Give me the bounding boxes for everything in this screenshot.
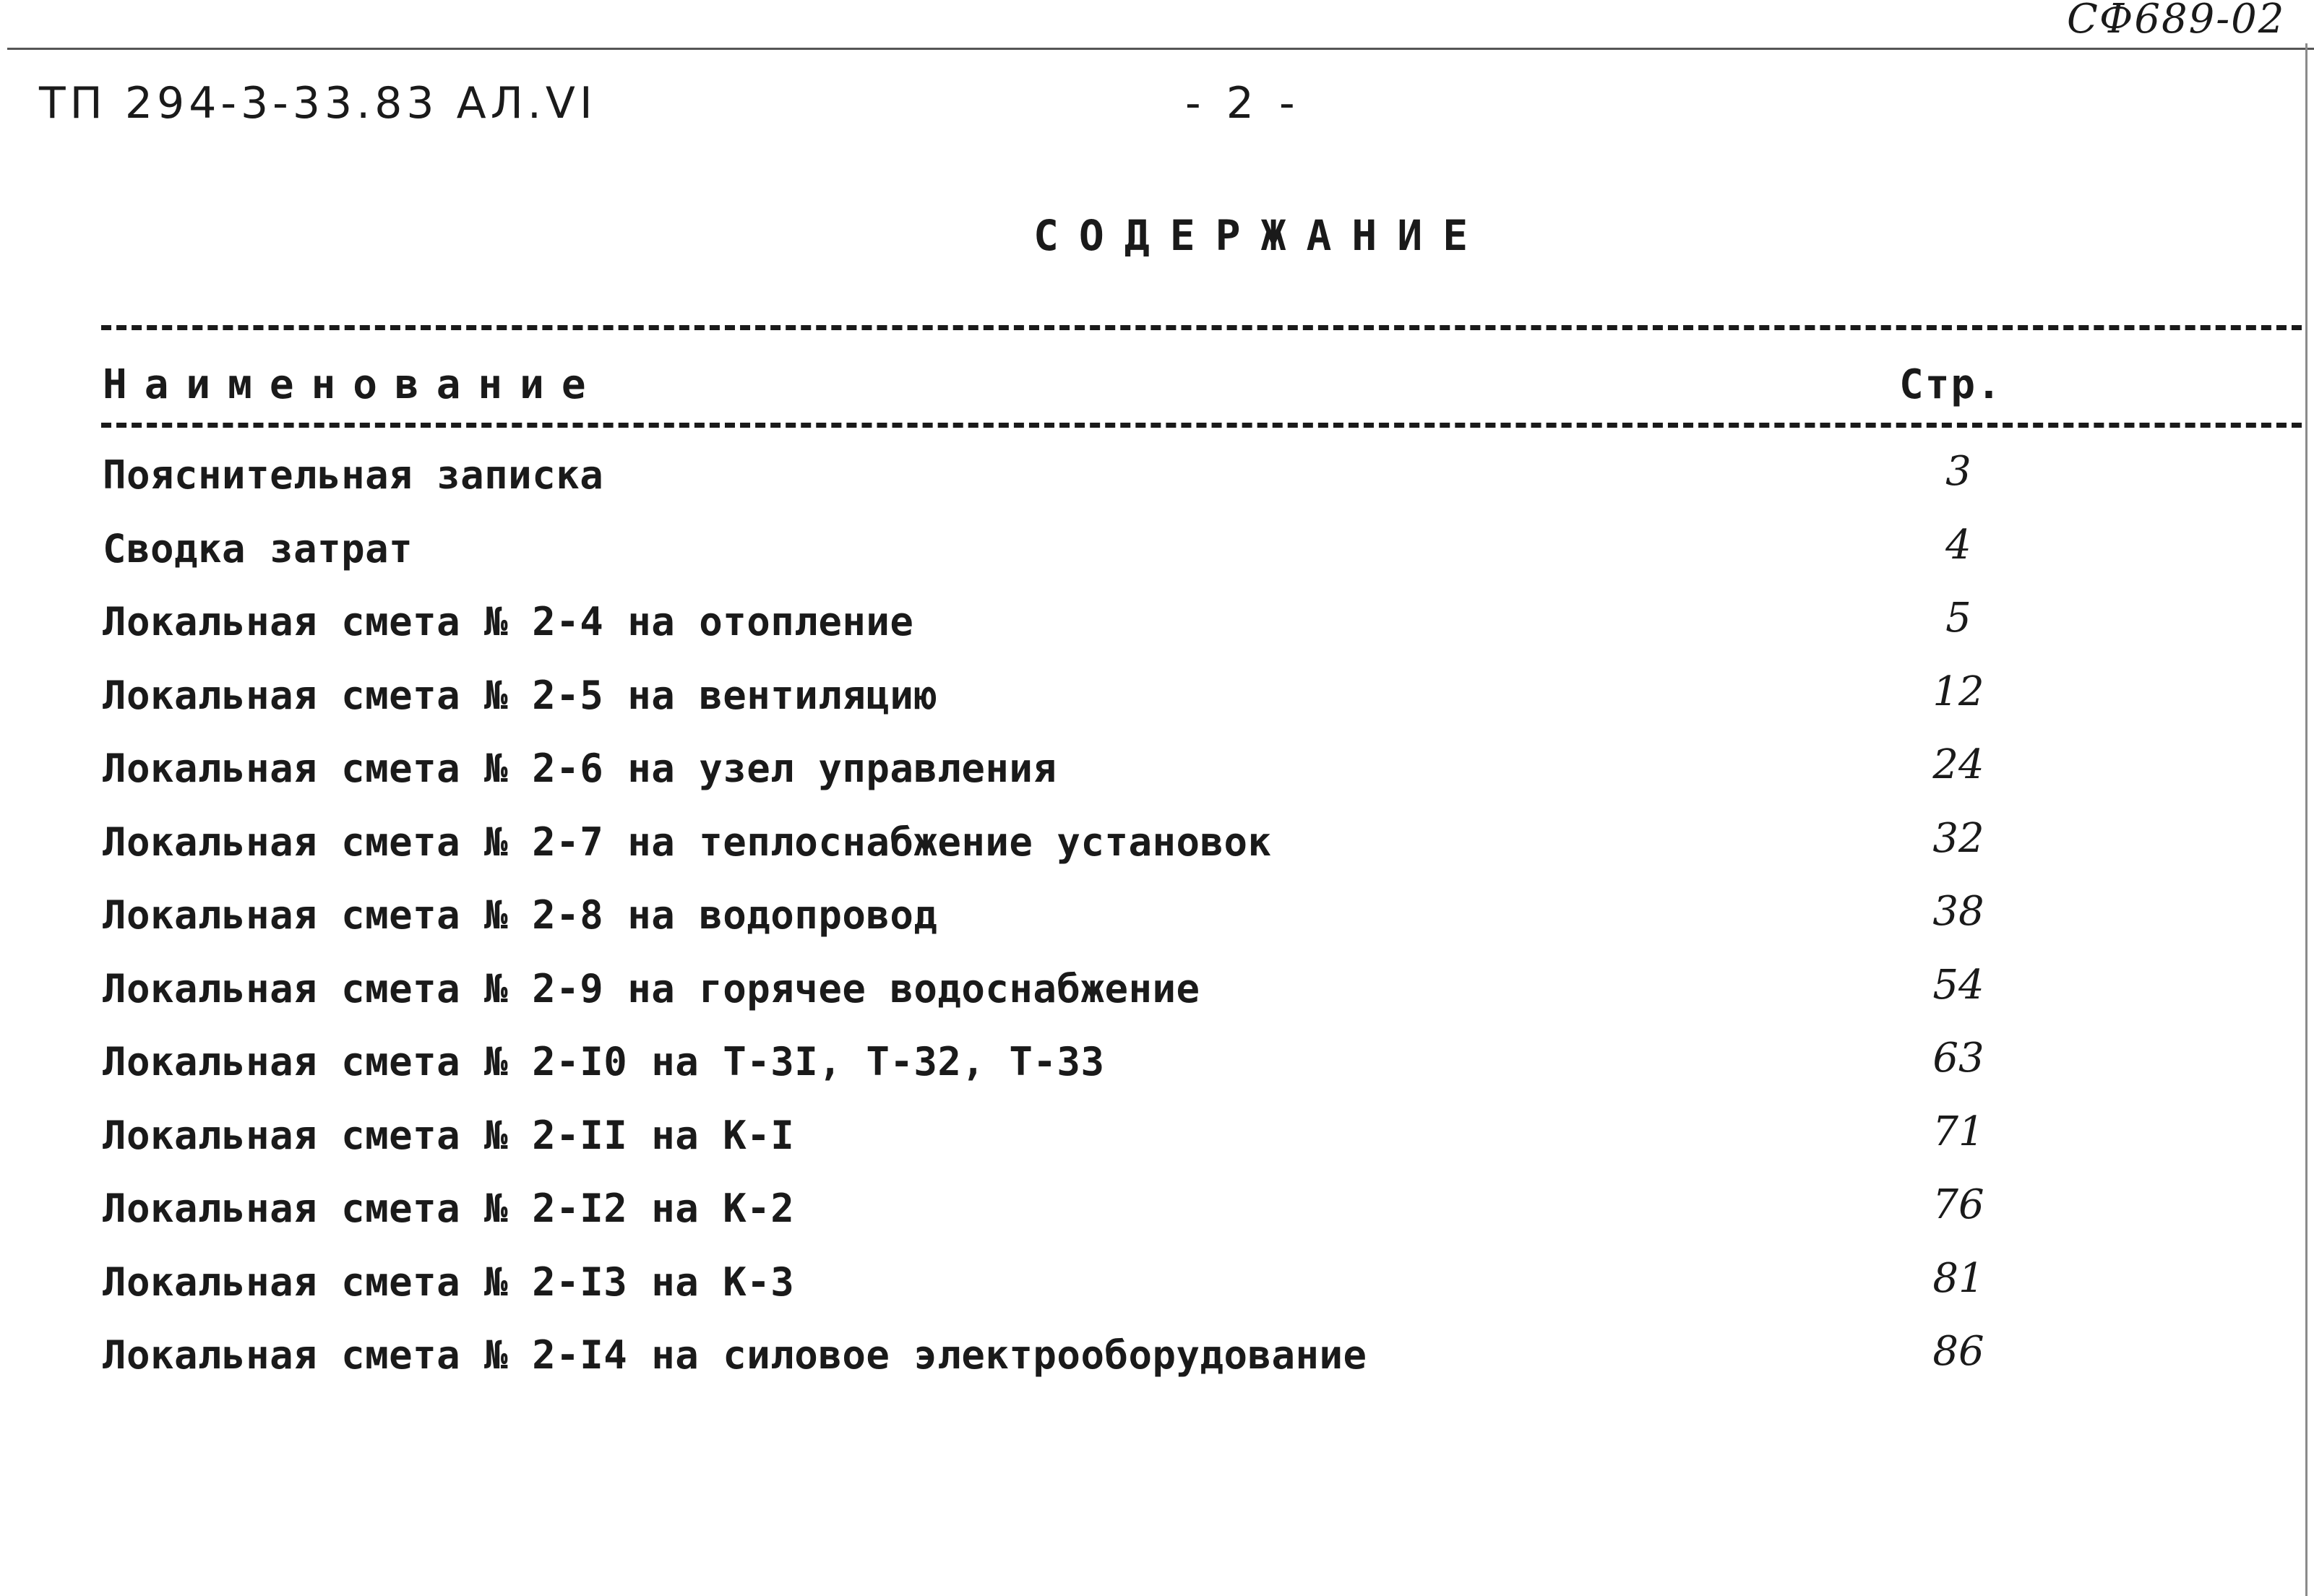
entry-name: Локальная смета № 2-I0 на Т-3I, Т-32, Т-33	[103, 1039, 1105, 1084]
entry-page: 63	[1932, 1035, 1984, 1082]
entry-name: Пояснительная записка	[103, 452, 604, 498]
contents-row	[0, 595, 2314, 668]
entry-name: Локальная смета № 2-6 на узел управления	[103, 746, 1057, 791]
contents-row	[0, 888, 2314, 962]
table-header-divider	[101, 423, 2302, 428]
contents-row	[0, 668, 2314, 742]
entry-page: 3	[1945, 448, 1971, 495]
entry-page: 32	[1932, 814, 1984, 862]
entry-page: 54	[1932, 961, 1984, 1009]
entry-name: Локальная смета № 2-I2 на К-2	[103, 1186, 795, 1231]
contents-row	[0, 1108, 2314, 1182]
entry-name: Локальная смета № 2-8 на водопровод	[103, 892, 938, 938]
page-title: СОДЕРЖАНИЕ	[1033, 211, 1489, 260]
contents-row	[0, 1328, 2314, 1402]
contents-list	[0, 448, 2314, 1402]
column-header-page: Стр.	[1899, 361, 2003, 408]
contents-row	[0, 815, 2314, 889]
contents-row	[0, 962, 2314, 1035]
entry-page: 86	[1932, 1328, 1984, 1375]
entry-page: 76	[1932, 1181, 1984, 1228]
entry-page: 81	[1932, 1254, 1984, 1302]
entry-name: Локальная смета № 2-I4 на силовое электрооборудование	[103, 1332, 1367, 1378]
contents-row	[0, 522, 2314, 595]
table-top-divider	[101, 325, 2302, 330]
entry-page: 24	[1932, 741, 1984, 788]
column-header-name: Наименование	[103, 361, 603, 408]
entry-name: Локальная смета № 2-9 на горячее водоснабжение	[103, 965, 1200, 1011]
entry-page: 38	[1932, 888, 1984, 935]
entry-name: Локальная смета № 2-4 на отопление	[103, 599, 914, 644]
contents-row	[0, 741, 2314, 815]
document-code: ТП 294-3-33.83 АЛ.VI	[39, 78, 597, 129]
entry-name: Локальная смета № 2-5 на вентиляцию	[103, 672, 938, 718]
page-number: - 2 -	[1185, 78, 1301, 129]
archive-mark: СФ689-02	[2067, 0, 2286, 43]
entry-name: Локальная смета № 2-I3 на К-3	[103, 1259, 795, 1305]
top-border-line	[7, 48, 2314, 50]
entry-page: 12	[1932, 668, 1984, 715]
entry-page: 4	[1945, 521, 1971, 569]
entry-name: Сводка затрат	[103, 525, 413, 571]
contents-row	[0, 1035, 2314, 1108]
contents-row	[0, 1181, 2314, 1255]
contents-row	[0, 448, 2314, 522]
entry-page: 71	[1932, 1108, 1984, 1155]
entry-name: Локальная смета № 2-II на К-I	[103, 1112, 795, 1158]
contents-row	[0, 1255, 2314, 1329]
entry-name: Локальная смета № 2-7 на теплоснабжение установок	[103, 819, 1272, 865]
entry-page: 5	[1945, 595, 1971, 642]
